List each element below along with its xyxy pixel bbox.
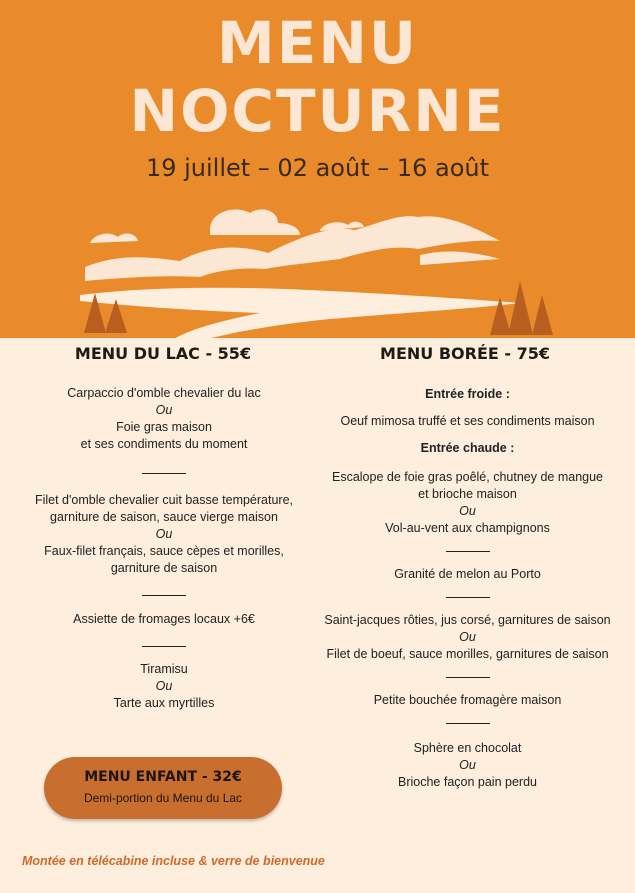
title-line-1: MENU <box>217 9 418 77</box>
menu-enfant-title: MENU ENFANT - 32€ <box>84 769 242 785</box>
boree-granite: Granité de melon au Porto <box>394 567 541 581</box>
lac-course2-d: garniture de saison <box>110 561 218 575</box>
mountain-lake-illustration <box>0 195 635 345</box>
boree-dessert-b: Brioche façon pain perdu <box>398 775 537 789</box>
boree-entree-chaude-label: Entrée chaude : <box>420 441 515 455</box>
event-dates: 19 juillet – 02 août – 16 août <box>145 154 490 182</box>
lac-course3: Assiette de fromages locaux +6€ <box>73 612 255 626</box>
lac-course1-c: et ses condiments du moment <box>80 437 248 451</box>
boree-plat-a: Saint-jacques rôties, jus corsé, garnitures de saison <box>324 613 611 627</box>
lac-course2-a: Filet d'omble chevalier cuit basse température, <box>34 493 294 507</box>
lac-or: Ou <box>155 527 173 541</box>
boree-entree-froide-label: Entrée froide : <box>425 387 510 401</box>
boree-entree-froide: Oeuf mimosa truffé et ses condiments maison <box>340 414 595 428</box>
cloud-shape <box>90 234 138 243</box>
menu-boree-title: MENU BORÉE - 75€ <box>380 344 550 363</box>
tree-shape <box>508 281 533 335</box>
boree-or: Ou <box>459 630 476 644</box>
lake-shape <box>80 288 520 341</box>
lac-course2-b: garniture de saison, sauce vierge maison <box>50 510 278 524</box>
menu-enfant-subtitle: Demi-portion du Menu du Lac <box>83 791 243 805</box>
boree-entree-chaude-b: et brioche maison <box>418 487 517 501</box>
boree-or: Ou <box>459 758 476 772</box>
tree-shape <box>532 295 553 335</box>
lac-course4-a: Tiramisu <box>140 662 188 676</box>
boree-dessert-a: Sphère en chocolat <box>413 741 522 755</box>
boree-or: Ou <box>459 504 476 518</box>
lac-course4-b: Tarte aux myrtilles <box>113 696 215 710</box>
cloud-shape <box>210 209 300 235</box>
menu-enfant-badge <box>44 757 282 819</box>
lac-course1-b: Foie gras maison <box>116 420 212 434</box>
menu-du-lac-list <box>14 385 314 712</box>
boree-entree-chaude-a: Escalope de foie gras poêlé, chutney de mangue <box>331 470 604 484</box>
title-line-2: NOCTURNE <box>129 77 506 145</box>
boree-entree-chaude-c: Vol-au-vent aux champignons <box>385 521 550 535</box>
header-banner <box>0 0 635 338</box>
lac-or: Ou <box>155 679 173 693</box>
mountain-ridge <box>420 252 500 265</box>
menu-du-lac-title: MENU DU LAC - 55€ <box>74 344 252 363</box>
menu-boree-list <box>315 386 620 791</box>
lac-course1-a: Carpaccio d'omble chevalier du lac <box>67 386 261 400</box>
boree-fromage: Petite bouchée fromagère maison <box>373 693 562 707</box>
boree-plat-b: Filet de boeuf, sauce morilles, garnitures de saison <box>326 647 609 661</box>
lac-course2-c: Faux-filet français, sauce cèpes et morilles, <box>44 544 284 558</box>
lac-or: Ou <box>155 403 173 417</box>
footer-note: Montée en télécabine incluse & verre de bienvenue <box>22 854 325 868</box>
